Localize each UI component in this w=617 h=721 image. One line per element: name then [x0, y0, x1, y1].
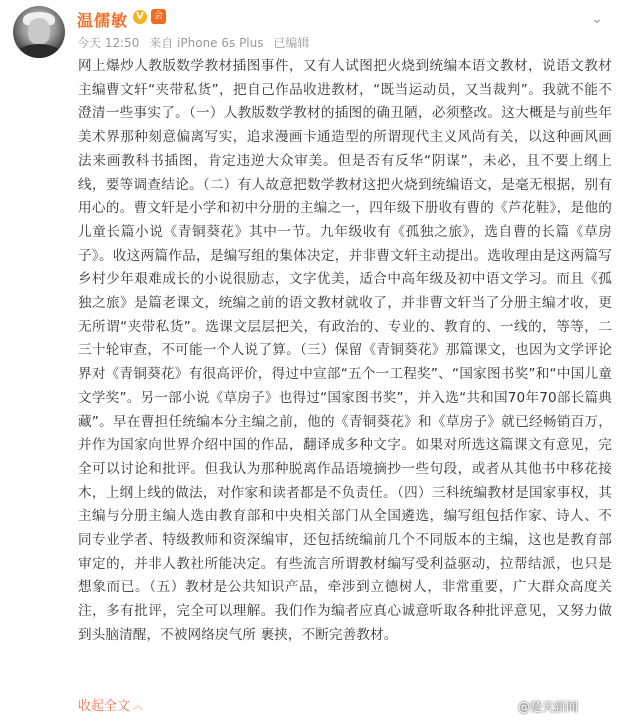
- post-time: 今天 12:50: [77, 36, 140, 50]
- edited-label[interactable]: 已编辑: [273, 36, 310, 50]
- collapse-label[interactable]: 收起全文: [78, 699, 131, 714]
- verified-icon[interactable]: V: [133, 10, 147, 24]
- watermark: @楚天新闻: [518, 700, 579, 714]
- chevron-down-icon[interactable]: ⌄: [591, 11, 603, 27]
- post-source[interactable]: 来自 iPhone 6s Plus: [149, 36, 264, 50]
- avatar-body: [17, 44, 61, 58]
- post-meta: [77, 34, 315, 51]
- chevron-up-icon[interactable]: ︿: [133, 701, 144, 712]
- post-content: 网上爆炒人教版数学教材插图事件，又有人试图把火烧到统编本语文教材，说语文教材主编曹文轩“夹带私货”，把自己作品收进教材，“既当运动员，又当裁判”。我就不能不澄清一些事实了。（一）人教版数学教材的插图的确丑陋，必须整改。这大概是与前些年美术界那种刻意偏离写实，追求漫画卡通造型的所谓现代主义风尚有关，以这种画风画法来画教科书插图，肯定违逆大众审美。但是否有反华“阴谋”，未必，且不要上纲上线，要等调查结论。（二）有人故意把数学教材这把火烧到统编语文，是毫无根据，别有用心的。曹文轩是小学和初中分册的主编之一，四年级下册收有曹的《芦花鞋》，是他的儿童长篇小说《青铜葵花》其中一节。九年级收有《孤独之旅》，选自曹的长篇《草房子》。收这两篇作品，是编写组的集体决定，并非曹文轩主动提出。选收理由是这两篇写乡村少年艰难成长的小说很励志，文字优美，适合中高年级及初中语文学习。而且《孤独之旅》是篇老课文，统编之前的语文教材就收了，并非曹文轩当了分册主编才收，更无所谓“夹带私货”。选课文层层把关，有政治的、专业的、教育的、一线的，等等，二三十轮审查，不可能一个人说了算。（三）保留《青铜葵花》那篇课文，也因为文学评论界对《青铜葵花》有很高评价，得过中宣部“五个一工程奖”、“国家图书奖”和“中国儿童文学奖”。另一部小说《草房子》也得过“国家图书奖”，并入选“共和国70年70部长篇典藏”。早在曹担任统编本分主编之前，他的《青铜葵花》和《草房子》就已经畅销百万，并作为国家向世界介绍中国的作品，翻译成多种文字。如果对所选这篇课文有意见，完全可以讨论和批评。但我认为那种脱离作品语境摘抄一些句段，或者从其他书中移花接木，上纲上线的做法，对作家和读者都是不负责任。（四）三科统编教材是国家事权，其主编与分册主编人选由教育部和中央相关部门从全国遴选，编写组包括作家、诗人、不同专业学者、特级教师和资深编审，还包括统编前几个不同版本的主编，这也是教育部审定的，并非人教社所能决定。有些流言所谓教材编写受利益驱动，拉帮结派，也只是想象而已。（五）教材是公共知识产品，牵涉到立德树人，非常重要，广大群众高度关注，多有批评，完全可以理解。我们作为编者应真心诚意听取各种批评意见，又努力做到头脑清醒，不被网络戾气所 裹挟，不断完善教材。: [78, 58, 612, 643]
- avatar-face: [28, 18, 50, 44]
- avatar[interactable]: [13, 6, 65, 58]
- user-name[interactable]: 温儒敏: [77, 11, 129, 30]
- collapse-button[interactable]: [78, 698, 143, 716]
- member-icon[interactable]: 会: [151, 9, 166, 24]
